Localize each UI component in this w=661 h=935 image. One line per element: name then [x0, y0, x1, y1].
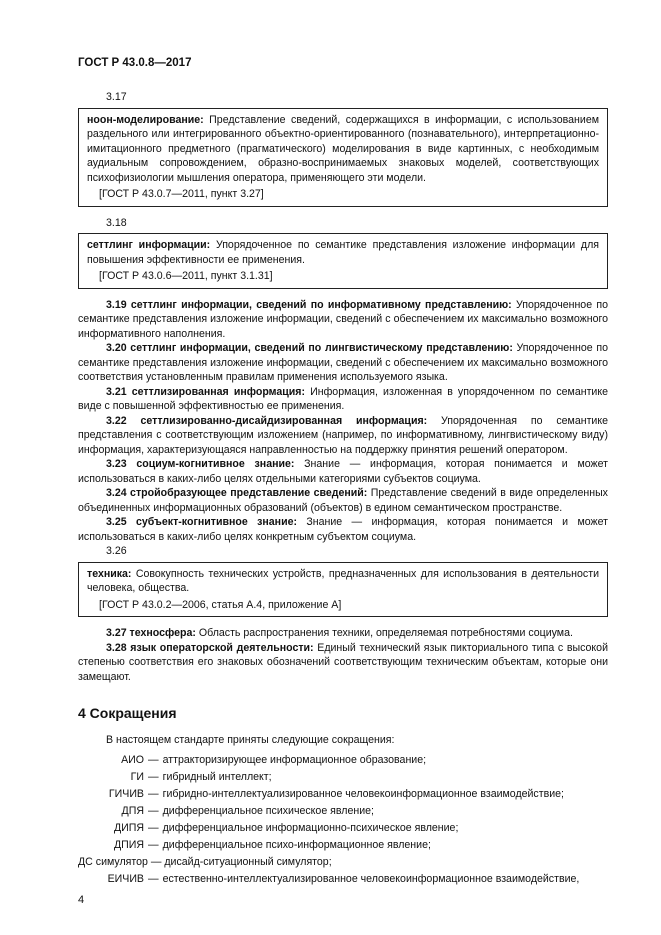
abbreviation-definition: дифференциальное психическое явление; [162, 805, 374, 817]
term-box [78, 108, 608, 207]
term-entry [78, 486, 608, 515]
section-intro: В настоящем стандарте приняты следующие сокращения: [106, 733, 395, 746]
abbreviation-term: ДПИЯ [113, 839, 144, 851]
abbreviation-dash: — [148, 754, 159, 766]
term-label: 3.28 язык операторской деятельности: [106, 641, 314, 654]
term-entry-3-26 [78, 544, 608, 617]
term-definition: Представление сведений, содержащихся в информации, с использованием раздельного или интегрированного объектно-ориентированного (познавательного), интерпретационно-имитационного предметного (прагматического) моделирования в виде картинных, с необходимым аудиальным сопровождением, образно-воспринимаемых знаковых моделей, соответствующих психофизиологии мышления оператора, применяющего эти модели. [87, 113, 599, 184]
abbreviation-definition: дифференциальное информационно-психическое явление; [162, 822, 459, 834]
term-entry [78, 216, 608, 289]
term-definition: Совокупность технических устройств, предназначенных для использования в деятельности человека, общества. [87, 567, 599, 594]
term-entry [78, 457, 608, 486]
abbreviation-term: АИО [121, 754, 144, 766]
term-entry [78, 626, 608, 641]
abbreviation-dash: — [148, 873, 159, 885]
term-definition: Информация, изложенная в упорядоченном по семантике виде с повышенной эффективностью ее применения. [78, 385, 608, 412]
term-definition: Единый технический язык пиктoриального типа с высокой степенью соответствия его знаковых обозначений соответствующим техническим объектам, которые они замещают. [78, 641, 608, 683]
term-box [78, 233, 608, 289]
plain-entries-group-2 [78, 626, 608, 684]
term-number: 3.26 [106, 545, 127, 557]
document-header: ГОСТ Р 43.0.8—2017 [78, 57, 192, 69]
term-definition: Упорядоченная по семантике представления с соответствующим изложением (например, по информативному, лингвистическому виду) информация, характеризующаяся направленностью на поддержку принятия решений оператором. [78, 414, 608, 456]
term-label: 3.21 сеттлизированная информация: [106, 385, 305, 398]
term-definition: Упорядоченное по семантике представления изложение информации для повышения эффективности ее применения. [87, 239, 599, 266]
abbreviation-definition: дифференциальное психо-информационное явление; [162, 839, 431, 851]
abbreviation-row [78, 838, 608, 852]
abbreviation-full-line: ДС симулятор — дисайд-ситуационный симулятор; [78, 856, 332, 868]
term-entry [78, 414, 608, 458]
term-entry [78, 515, 608, 544]
term-label: 3.27 техносфера: [106, 627, 196, 639]
term-label: техника: [87, 567, 132, 580]
term-box [78, 562, 608, 618]
abbreviation-dash: — [148, 805, 159, 817]
abbreviation-row [78, 872, 608, 886]
term-definition: Представление сведений в виде определенных объединенных информационных образований (объектов) в едином семантическом пространстве. [78, 487, 608, 514]
term-entry [78, 298, 608, 342]
abbreviation-row [78, 770, 608, 784]
term-paragraph [87, 113, 599, 186]
term-label: 3.22 сеттлизированно-дисайдизированная информация: [106, 414, 428, 427]
term-definition: Упорядоченное по семантике представления изложение информации, сведений с обеспечением их максимально возможного информативного наполнения. [78, 298, 608, 340]
plain-entries-group [78, 298, 608, 545]
abbreviation-row [78, 821, 608, 835]
boxed-entries-group [78, 90, 608, 289]
term-definition: Знание — информация, которая понимается и может использоваться в каких-либо целях отдельными категориями субъектов социума. [78, 458, 608, 485]
term-label: 3.25 субъект-когнитивное знание: [106, 516, 297, 528]
abbreviation-row [78, 753, 608, 767]
term-source: [ГОСТ Р 43.0.7—2011, пункт 3.27] [99, 188, 264, 200]
term-entry [78, 385, 608, 414]
abbreviation-dash: — [148, 822, 159, 834]
term-label: сеттлинг информации: [87, 239, 211, 251]
term-label: 3.20 сеттлинг информации, сведений по лингвистическому представлению: [106, 342, 513, 354]
abbreviation-dash: — [148, 839, 159, 851]
term-entry [78, 90, 608, 207]
term-source: [ГОСТ Р 43.0.2—2006, статья А.4, приложение А] [99, 598, 342, 611]
term-definition: Знание — информация, которая понимается и может использоваться в каких-либо целях конкретным субъектом социума. [78, 516, 608, 543]
term-entry [78, 341, 608, 385]
abbreviation-definition: гибридный интеллект; [162, 771, 272, 783]
abbreviation-term: ГИЧИВ [108, 788, 144, 800]
abbreviation-dash: — [148, 788, 159, 800]
page-number: 4 [78, 894, 85, 906]
term-number: 3.17 [106, 91, 127, 103]
term-definition: Область распространения техники, определяемая потребностями социума. [195, 627, 573, 639]
abbreviation-dash: — [148, 771, 159, 783]
abbreviation-row [78, 804, 608, 818]
term-source: [ГОСТ Р 43.0.6—2011, пункт 3.1.31] [99, 270, 273, 282]
term-label: 3.19 сеттлинг информации, сведений по информативному представлению: [106, 298, 512, 311]
abbreviations-list [78, 753, 608, 852]
abbreviation-definition: гибридно-интеллектуализированное человекоинформационное взаимодействие; [162, 788, 564, 800]
term-paragraph [87, 238, 599, 267]
abbreviation-definition: аттракторизирующее информационное образование; [162, 754, 427, 766]
abbreviation-term: ДИПЯ [113, 822, 144, 834]
term-definition: Упорядоченное по семантике представления изложение информации, сведений с обеспечением их максимально возможного соответствия установленным правилам применения используемого языка. [78, 342, 608, 383]
section-title: 4 Сокращения [78, 705, 177, 721]
term-label: 3.24 стройобразующее представление сведений: [106, 487, 368, 499]
abbreviation-row [78, 787, 608, 801]
term-number: 3.18 [106, 216, 127, 229]
term-entry [78, 641, 608, 685]
term-label: ноон-моделирование: [87, 113, 204, 126]
abbreviation-term: ГИ [130, 771, 144, 783]
abbreviation-definition: естественно-интеллектуализированное человекоинформационное взаимодействие, [162, 873, 580, 885]
term-label: 3.23 социум-когнитивное знание: [106, 458, 295, 470]
document-content [78, 90, 608, 889]
abbreviation-term: ЕИЧИВ [107, 873, 144, 885]
abbreviation-term: ДПЯ [121, 805, 144, 817]
